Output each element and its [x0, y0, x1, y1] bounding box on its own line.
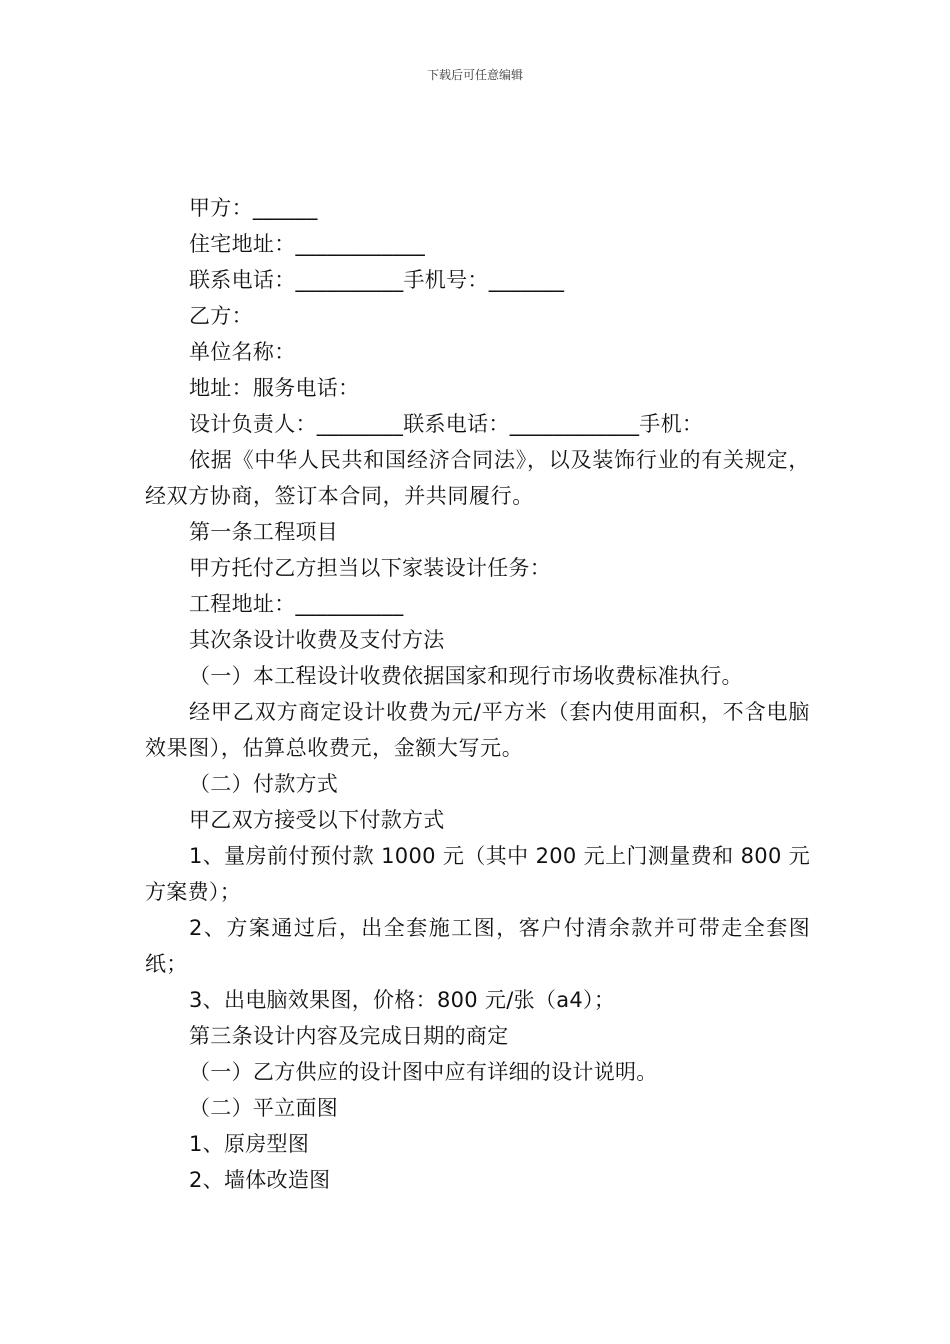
contract-body [145, 190, 810, 1198]
article-1-heading: 第一条工程项目 [189, 520, 339, 544]
designer-contact-line: 设计负责人：________联系电话：____________手机： [189, 412, 704, 436]
article-3-item-1: （一）乙方供应的设计图中应有详细的设计说明。 [189, 1060, 658, 1084]
article-1-task: 甲方托付乙方担当以下家装设计任务： [189, 556, 552, 580]
drawing-item-2: 2、墙体改造图 [189, 1168, 331, 1192]
payment-term-2: 2、方案通过后，出全套施工图，客户付清余款并可带走全套图纸； [145, 916, 810, 976]
residence-address-line: 住宅地址：____________ [189, 232, 426, 256]
contract-basis-paragraph: 依据《中华人民共和国经济合同法》，以及装饰行业的有关规定，经双方协商，签订本合同，并共同履行。 [145, 448, 810, 508]
article-2-item-1: （一）本工程设计收费依据国家和现行市场收费标准执行。 [189, 664, 743, 688]
article-2-heading: 其次条设计收费及支付方法 [189, 628, 445, 652]
article-3-item-2: （二）平立面图 [189, 1096, 339, 1120]
party-b-line: 乙方： [189, 304, 253, 328]
payment-intro-line: 甲乙双方接受以下付款方式 [189, 808, 445, 832]
project-address-line: 工程地址：__________ [189, 592, 404, 616]
company-name-line: 单位名称： [189, 340, 296, 364]
party-b-address-line: 地址：服务电话： [189, 376, 360, 400]
drawing-item-1: 1、原房型图 [189, 1132, 310, 1156]
payment-term-1: 1、量房前付预付款 1000 元（其中 200 元上门测量费和 800 元方案费）； [145, 844, 810, 904]
page-header: 下载后可任意编辑 [426, 68, 523, 82]
article-3-heading: 第三条设计内容及完成日期的商定 [189, 1024, 509, 1048]
party-a-line: 甲方：______ [189, 196, 318, 220]
article-2-item-2: （二）付款方式 [189, 772, 339, 796]
payment-term-3: 3、出电脑效果图，价格：800 元/张（a4）； [189, 988, 616, 1012]
design-fee-paragraph: 经甲乙双方商定设计收费为元/平方米（套内使用面积，不含电脑效果图），估算总收费元，金额大写元。 [145, 700, 810, 760]
party-a-contact-line: 联系电话：__________手机号：_______ [189, 268, 565, 292]
